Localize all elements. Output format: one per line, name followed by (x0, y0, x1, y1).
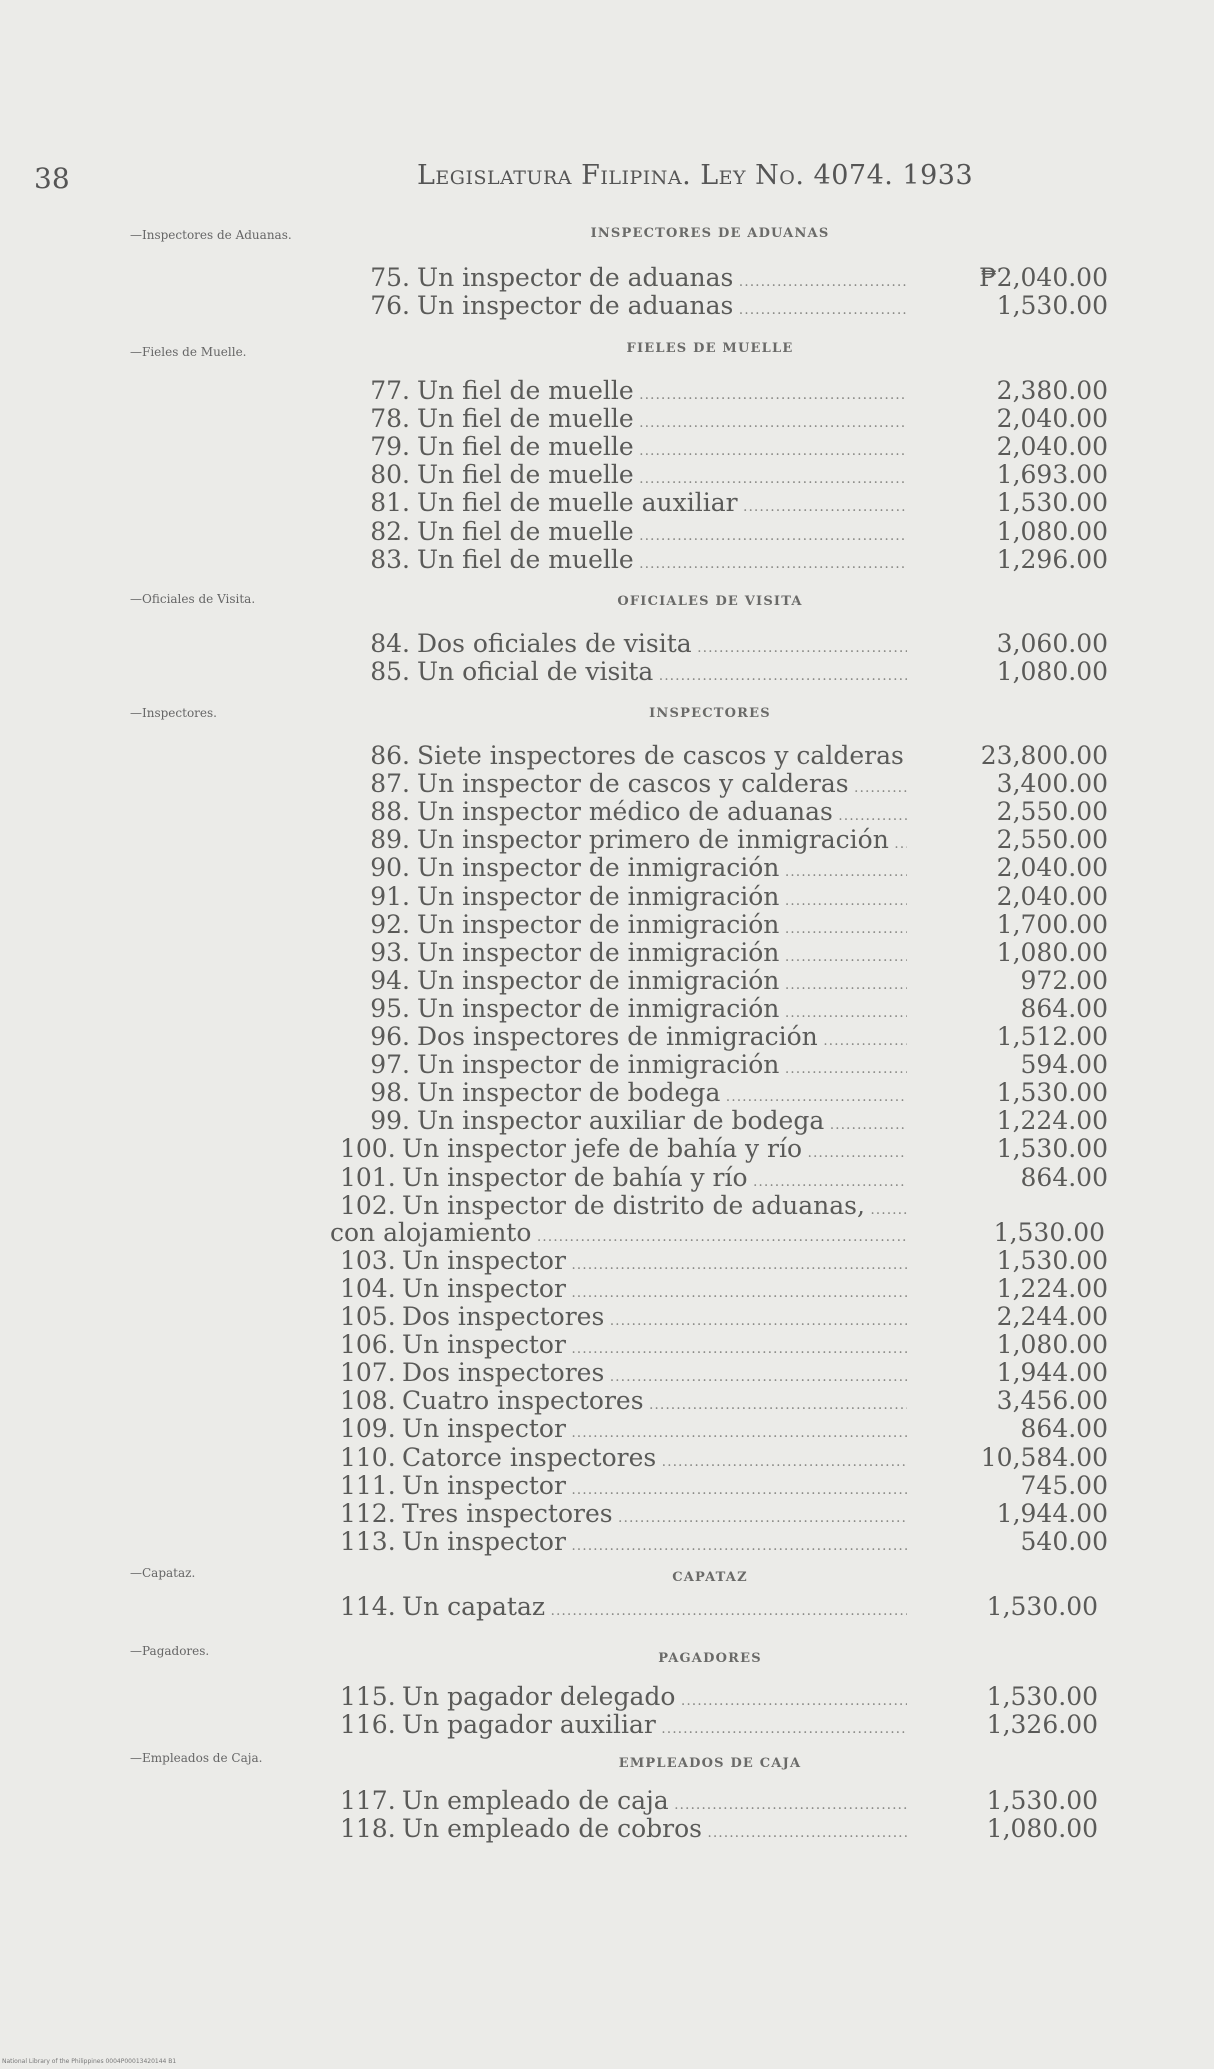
item-description: Un fiel de muelle ..... (417, 461, 907, 493)
margin-note: —Oficiales de Visita. (130, 592, 256, 606)
item-amount: 1,530.00 (996, 291, 1108, 321)
item-number: 75. (370, 263, 410, 292)
item-amount: 1,512.00 (996, 1022, 1108, 1051)
item-description: Un fiel de muelle ..... (417, 405, 907, 437)
line-item (340, 1192, 1110, 1220)
item-number: 94. (370, 965, 410, 995)
item-description: Dos inspectores de inmigración ..... (417, 1023, 907, 1055)
item-number: 103. (340, 1245, 396, 1275)
line-item (340, 1415, 1110, 1443)
item-number: 114. (340, 1592, 396, 1621)
item-description: Un inspector de inmigración ..... (417, 939, 907, 971)
line-item (340, 1164, 1110, 1192)
item-description: Un inspector de cascos y calderas ..... (417, 770, 907, 802)
item-amount: 1,530.00 (996, 1078, 1108, 1108)
item-description-continued: con alojamiento ..... (330, 1219, 907, 1251)
item-amount: 1,224.00 (996, 1106, 1108, 1136)
item-amount: 1,530.00 (986, 1592, 1098, 1621)
item-description: Un inspector primero de inmigración ..... (417, 826, 907, 858)
item-number: 91. (370, 881, 410, 911)
item-description: Un inspector jefe de bahía y río ..... (402, 1135, 907, 1167)
line-item (340, 1787, 1110, 1815)
item-description: Un inspector de aduanas ..... (417, 292, 907, 324)
item-description: Dos oficiales de visita ..... (417, 630, 907, 662)
line-item-continuation (330, 1219, 1110, 1247)
item-description: Un fiel de muelle ..... (417, 377, 907, 409)
margin-note: —Capataz. (130, 1566, 196, 1580)
item-number: 78. (370, 404, 410, 434)
section-heading: OFICIALES DE VISITA (617, 594, 803, 609)
line-item (355, 1079, 1110, 1107)
item-number: 81. (370, 488, 410, 518)
item-amount: 1,944.00 (996, 1498, 1108, 1528)
item-number: 104. (340, 1273, 396, 1303)
line-item (355, 630, 1110, 658)
line-item (355, 377, 1110, 405)
line-item (355, 883, 1110, 911)
item-amount: 1,530.00 (986, 1682, 1098, 1711)
item-description: Un oficial de visita ..... (417, 658, 907, 690)
line-item (355, 658, 1110, 686)
margin-note: —Inspectores de Aduanas. (130, 228, 292, 242)
section-heading: CAPATAZ (672, 1570, 748, 1585)
item-description: Un inspector de inmigración ..... (417, 911, 907, 943)
item-amount: 1,530.00 (996, 1245, 1108, 1275)
item-description: Un inspector de inmigración ..... (417, 1051, 907, 1083)
item-description: Un inspector de inmigración ..... (417, 883, 907, 915)
item-number: 118. (340, 1814, 396, 1844)
item-number: 109. (340, 1414, 396, 1444)
item-description: Tres inspectores ..... (402, 1500, 907, 1532)
item-number: 102. (340, 1190, 396, 1220)
item-description: Un pagador delegado ..... (402, 1683, 907, 1715)
line-item (355, 798, 1110, 826)
item-amount: 1,530.00 (986, 1786, 1098, 1815)
item-number: 95. (370, 993, 410, 1023)
line-item (340, 1387, 1110, 1415)
item-number: 87. (370, 769, 410, 799)
item-description: Un fiel de muelle ..... (417, 518, 907, 550)
item-amount: 594.00 (1020, 1050, 1108, 1080)
item-amount: 745.00 (1020, 1470, 1108, 1500)
line-item (340, 1303, 1110, 1331)
item-number: 105. (340, 1302, 396, 1331)
item-description: Un fiel de muelle ..... (417, 546, 907, 578)
line-item (340, 1528, 1110, 1556)
item-amount: 2,550.00 (996, 825, 1108, 855)
item-description: Un inspector ..... (402, 1275, 907, 1307)
item-number: 107. (340, 1358, 396, 1388)
margin-note: —Inspectores. (130, 706, 217, 720)
item-number: 100. (340, 1134, 396, 1164)
line-item (355, 854, 1110, 882)
section-heading: EMPLEADOS DE CAJA (618, 1756, 802, 1771)
line-item (340, 1472, 1110, 1500)
item-amount: 3,456.00 (996, 1386, 1108, 1416)
item-amount: 1,326.00 (986, 1710, 1098, 1740)
item-number: 83. (370, 544, 410, 574)
item-number: 93. (370, 937, 410, 967)
item-amount: 2,550.00 (996, 797, 1108, 827)
line-item (340, 1500, 1110, 1528)
item-description: Un inspector ..... (402, 1247, 907, 1279)
line-item (340, 1275, 1110, 1303)
item-amount: 2,380.00 (996, 376, 1108, 405)
item-number: 117. (340, 1786, 396, 1815)
item-description: Un inspector ..... (402, 1472, 907, 1504)
item-amount: 1,944.00 (996, 1358, 1108, 1388)
item-number: 110. (340, 1442, 396, 1472)
line-item (355, 264, 1110, 292)
section-heading: PAGADORES (658, 1651, 762, 1666)
line-item (355, 461, 1110, 489)
item-description: Cuatro inspectores ..... (402, 1387, 907, 1419)
item-number: 76. (370, 291, 410, 321)
section-heading: FIELES DE MUELLE (626, 341, 794, 356)
line-item (355, 939, 1110, 967)
margin-note: —Fieles de Muelle. (130, 345, 247, 359)
item-amount: 1,224.00 (996, 1273, 1108, 1303)
item-number: 79. (370, 432, 410, 462)
item-description: Un inspector ..... (402, 1415, 907, 1447)
page-number: 38 (34, 162, 70, 195)
line-item (355, 518, 1110, 546)
item-amount: 1,530.00 (996, 1134, 1108, 1164)
item-number: 86. (370, 741, 410, 770)
item-amount: 2,040.00 (996, 853, 1108, 883)
item-description: Un inspector ..... (402, 1528, 907, 1560)
item-description: Un fiel de muelle auxiliar ..... (417, 489, 907, 521)
item-amount: 3,400.00 (996, 769, 1108, 799)
item-description: Un inspector auxiliar de bodega ..... (417, 1107, 907, 1139)
section-heading: INSPECTORES (649, 706, 771, 721)
item-description: Un inspector de inmigración ..... (417, 854, 907, 886)
item-description: Siete inspectores de cascos y calderas ..... (417, 742, 907, 774)
line-item (355, 826, 1110, 854)
item-amount: 1,080.00 (986, 1814, 1098, 1844)
item-amount: 23,800.00 (980, 741, 1108, 770)
line-item (340, 1247, 1110, 1275)
line-item (355, 911, 1110, 939)
item-description: Dos inspectores ..... (402, 1303, 907, 1335)
item-amount: 1,530.00 (996, 488, 1108, 518)
line-item (340, 1135, 1110, 1163)
line-item (355, 1023, 1110, 1051)
item-number: 89. (370, 825, 410, 855)
item-number: 115. (340, 1682, 396, 1711)
item-amount: 972.00 (1020, 965, 1108, 995)
margin-note: —Empleados de Caja. (130, 1751, 263, 1765)
item-amount: 1,080.00 (996, 1330, 1108, 1360)
item-amount: ₱2,040.00 (979, 263, 1108, 292)
item-description: Un inspector de inmigración ..... (417, 967, 907, 999)
line-item (355, 995, 1110, 1023)
item-amount: 3,060.00 (996, 629, 1108, 658)
item-number: 92. (370, 909, 410, 939)
item-number: 101. (340, 1162, 396, 1192)
item-amount: 540.00 (1020, 1526, 1108, 1556)
item-description: Un capataz ..... (402, 1593, 907, 1625)
item-number: 96. (370, 1022, 410, 1051)
line-item (340, 1444, 1110, 1472)
item-amount: 1,530.00 (993, 1217, 1105, 1247)
item-number: 108. (340, 1386, 396, 1416)
item-description: Un empleado de caja ..... (402, 1787, 907, 1819)
line-item (355, 967, 1110, 995)
item-description: Un fiel de muelle ..... (417, 433, 907, 465)
item-number: 88. (370, 797, 410, 827)
line-item (355, 292, 1110, 320)
line-item (355, 405, 1110, 433)
line-item (355, 433, 1110, 461)
item-amount: 1,080.00 (996, 657, 1108, 687)
line-item (340, 1331, 1110, 1359)
item-amount: 864.00 (1020, 1414, 1108, 1444)
item-number: 98. (370, 1078, 410, 1108)
item-description: Un inspector ..... (402, 1331, 907, 1363)
item-description: Un empleado de cobros ..... (402, 1815, 907, 1847)
item-number: 80. (370, 460, 410, 490)
item-amount: 2,040.00 (996, 404, 1108, 434)
item-number: 99. (370, 1106, 410, 1136)
item-description: Un pagador auxiliar ..... (402, 1711, 907, 1743)
line-item (355, 1107, 1110, 1135)
item-amount: 2,244.00 (996, 1302, 1108, 1331)
item-amount: 864.00 (1020, 1162, 1108, 1192)
item-amount: 1,296.00 (996, 544, 1108, 574)
item-description: Un inspector médico de aduanas ..... (417, 798, 907, 830)
item-description: Un inspector de aduanas ..... (417, 264, 907, 296)
line-item (340, 1815, 1110, 1843)
item-number: 84. (370, 629, 410, 658)
item-amount: 1,700.00 (996, 909, 1108, 939)
line-item (355, 489, 1110, 517)
item-description: Un inspector de distrito de aduanas, ..... (402, 1192, 907, 1224)
section-heading: INSPECTORES DE ADUANAS (590, 226, 830, 241)
line-item (340, 1711, 1110, 1739)
item-number: 113. (340, 1526, 396, 1556)
margin-note: —Pagadores. (130, 1644, 210, 1658)
item-description: Un inspector de inmigración ..... (417, 995, 907, 1027)
item-description: Un inspector de bodega ..... (417, 1079, 907, 1111)
item-amount: 1,080.00 (996, 516, 1108, 546)
line-item (340, 1683, 1110, 1711)
item-description: Catorce inspectores ..... (402, 1444, 907, 1476)
line-item (355, 1051, 1110, 1079)
item-amount: 864.00 (1020, 993, 1108, 1023)
item-amount: 1,080.00 (996, 937, 1108, 967)
item-amount: 2,040.00 (996, 881, 1108, 911)
item-number: 82. (370, 516, 410, 546)
item-number: 90. (370, 853, 410, 883)
item-number: 111. (340, 1470, 396, 1500)
item-number: 77. (370, 376, 410, 405)
item-number: 85. (370, 657, 410, 687)
line-item (340, 1593, 1110, 1621)
item-amount: 1,693.00 (996, 460, 1108, 490)
line-item (340, 1359, 1110, 1387)
item-description: Un inspector de bahía y río ..... (402, 1164, 907, 1196)
line-item (355, 770, 1110, 798)
item-number: 97. (370, 1050, 410, 1080)
line-item (355, 742, 1110, 770)
item-number: 106. (340, 1330, 396, 1360)
item-amount: 10,584.00 (980, 1442, 1108, 1472)
running-head: Legislatura Filipina. Ley No. 4074. 1933 (417, 160, 974, 191)
item-amount: 2,040.00 (996, 432, 1108, 462)
scan-footer: National Library of the Philippines 0004P00013420144 B1 (2, 2058, 177, 2065)
item-number: 112. (340, 1498, 396, 1528)
line-item (355, 546, 1110, 574)
item-number: 116. (340, 1710, 396, 1740)
item-description: Dos inspectores ..... (402, 1359, 907, 1391)
